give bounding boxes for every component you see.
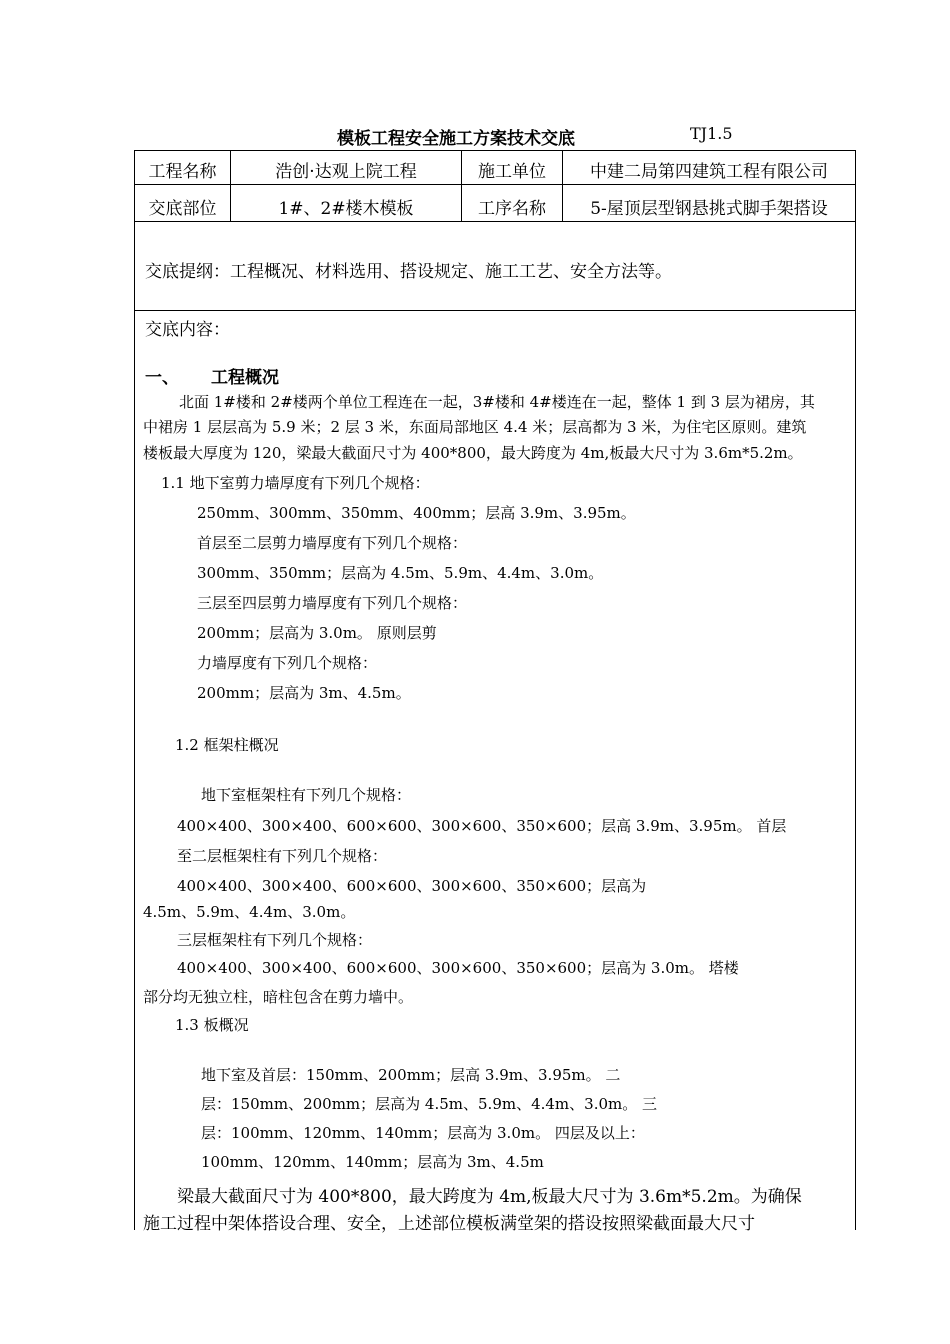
subsection-heading: 1.3 板概况 (175, 1016, 249, 1034)
spec-line: 力墙厚度有下列几个规格： (197, 654, 378, 672)
disclosure-table (134, 150, 856, 1234)
spec-line: 地下室框架柱有下列几个规格： (201, 786, 412, 804)
section-title: 工程概况 (211, 368, 279, 388)
spec-line: 层：150mm、200mm；层高为 4.5m、5.9m、4.4m、3.0m。 三 (201, 1095, 658, 1113)
spec-line: 400×400、300×400、600×600、300×600、350×600；层高 3.9m、3.95m。 首层 (177, 817, 787, 835)
intro-line: 楼板最大厚度为 120，梁最大截面尺寸为 400*800，最大跨度为 4m,板最大尺寸为 3.6m*5.2m。 (143, 444, 803, 462)
spec-line: 三层框架柱有下列几个规格： (177, 931, 373, 949)
spec-line: 200mm；层高为 3.0m。 原则层剪 (197, 624, 437, 642)
spec-line: 4.5m、5.9m、4.4m、3.0m。 (143, 903, 356, 921)
spec-line: 至二层框架柱有下列几个规格： (177, 847, 388, 865)
project-name-value: 浩创·达观上院工程 (275, 162, 417, 182)
spec-line: 400×400、300×400、600×600、300×600、350×600；层高为 3.0m。 塔楼 (177, 959, 739, 977)
content-label: 交底内容： (145, 320, 230, 340)
spec-line: 首层至二层剪力墙厚度有下列几个规格： (197, 534, 468, 552)
spec-line: 400×400、300×400、600×600、300×600、350×600；层高为 (177, 877, 647, 895)
spec-line: 部分均无独立柱，暗柱包含在剪力墙中。 (143, 988, 414, 1006)
closing-line: 梁最大截面尺寸为 400*800，最大跨度为 4m,板最大尺寸为 3.6m*5.2m。为确保 (177, 1187, 802, 1207)
contractor-value: 中建二局第四建筑工程有限公司 (590, 162, 828, 182)
row-divider (135, 310, 855, 311)
spec-line: 250mm、300mm、350mm、400mm；层高 3.9m、3.95m。 (197, 504, 636, 522)
document-header (0, 124, 950, 150)
subsection-heading: 1.1 地下室剪力墙厚度有下列几个规格： (161, 474, 430, 492)
intro-line: 北面 1#楼和 2#楼两个单位工程连在一起，3#楼和 4#楼连在一起，整体 1 到 3 层为裙房，其 (179, 393, 815, 411)
spec-line: 300mm、350mm；层高为 4.5m、5.9m、4.4m、3.0m。 (197, 564, 604, 582)
spec-line: 层：100mm、120mm、140mm；层高为 3.0m。 四层及以上： (201, 1124, 645, 1142)
document-title: 模板工程安全施工方案技术交底 (337, 129, 575, 149)
subsection-heading: 1.2 框架柱概况 (175, 736, 279, 754)
contractor-label: 施工单位 (478, 162, 546, 182)
location-label: 交底部位 (148, 199, 217, 219)
project-name-label: 工程名称 (148, 162, 217, 182)
row-divider (135, 221, 855, 222)
process-label: 工序名称 (478, 199, 546, 219)
outline-text: 交底提纲：工程概况、材料选用、搭设规定、施工工艺、安全方法等。 (145, 262, 672, 282)
process-value: 5-屋顶层型钢悬挑式脚手架搭设 (590, 199, 828, 219)
spec-line: 地下室及首层：150mm、200mm；层高 3.9m、3.95m。 二 (201, 1066, 621, 1084)
spec-line: 100mm、120mm、140mm；层高为 3m、4.5m (201, 1153, 544, 1171)
document-code: TJ1.5 (690, 124, 733, 143)
intro-line: 中裙房 1 层层高为 5.9 米；2 层 3 米，东面局部地区 4.4 米；层高都为 3 米，为住宅区原则。建筑 (143, 418, 807, 436)
row-divider (135, 184, 855, 185)
section-number: 一、 (145, 368, 179, 388)
location-value: 1#、2#楼木模板 (278, 199, 414, 219)
spec-line: 200mm；层高为 3m、4.5m。 (197, 684, 411, 702)
closing-line: 施工过程中架体搭设合理、安全，上述部位模板满堂架的搭设按照梁截面最大尺寸 (143, 1214, 755, 1234)
spec-line: 三层至四层剪力墙厚度有下列几个规格： (197, 594, 468, 612)
